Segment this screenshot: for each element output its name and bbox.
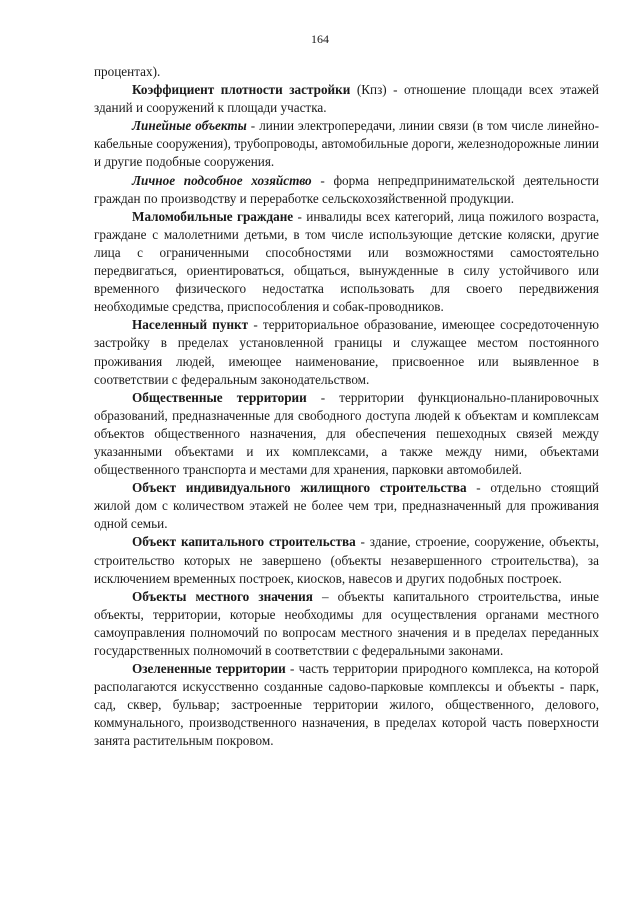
entry-definition: - часть территории природного комплекса, на которой располагаются искусственно созданные садово-парковые комплексы и объекты - парк, сад, сквер, бульвар; застроенные территории жилого, общественного, делового, коммунального, производственного назначения, в пределах которой часть поверхности занята растительным покровом. [94,661,599,749]
glossary-entry-green-territories [94,660,599,750]
entry-definition: - отдельно стоящий жилой дом с количеством этажей не более чем три, предназначенный для проживания одной семьи. [94,480,599,532]
entry-definition: - отношение площади всех этажей зданий и сооружений к площади участка. [94,82,599,116]
entry-term: Населенный пункт [132,317,249,333]
continuation-paragraph: процентах). [94,64,161,79]
glossary-entry-local-objects [94,588,599,660]
entry-term: Объекты местного значения [132,588,313,604]
glossary-text [94,63,599,751]
glossary-entry-individual-housing [94,479,599,533]
glossary-entry-personal-farm [94,172,599,208]
glossary-entry-settlement [94,316,599,388]
glossary-entry-public-territories [94,389,599,479]
entry-term: Объект индивидуального жилищного строительства [132,480,467,496]
entry-definition: - территории функционально-планировочных образований, предназначенные для свободного доступа людей к объектам и комплексам объектов общественного назначения, для обеспечения пешеходных связей между указанными объектами и их комплексами, а также между ними, объектами общественного транспорта и местами для хранения, парковки автомобилей. [94,389,599,478]
glossary-entry-linear-objects [94,117,599,171]
entry-definition: - инвалиды всех категорий, лица пожилого возраста, граждане с малолетними детьми, в том числе использующие детские коляски, другие лица с ограниченными способностями или возможностями самостоятельно передвигаться, ориентироваться, общаться, вынужденные в силу устойчивого или временного физического недостатка использовать для своего передвижения необходимые средства, приспособления и собак-проводников. [94,208,600,315]
entry-term: Личное подсобное хозяйство [132,172,312,188]
glossary-entry-building-density [94,81,599,117]
entry-definition: - территориальное образование, имеющее сосредоточенную застройку в пределах установленной границы и служащее местом постоянного проживания людей, имеющее наименование, присвоенное или выявленное в соответствии с федеральным законодательством. [94,317,599,387]
entry-term: Коэффициент плотности застройки [132,82,351,98]
entry-term-abbr: (Кпз) [350,82,387,98]
entry-definition: – объекты капитального строительства, иные объекты, территории, которые необходимы для осуществления органами местного самоуправления полномочий по вопросам местного значения и в пределах переданных государственных полномочий в соответствии с федеральными законами. [94,588,600,658]
entry-term: Озелененные территории [132,661,286,677]
glossary-entry-low-mobility-citizens [94,208,599,317]
entry-term: Маломобильные граждане [132,208,294,224]
page-number: 164 [311,32,329,46]
entry-term: Общественные территории [132,389,307,405]
entry-definition: - линии электропередачи, линии связи (в том числе линейно-кабельные сооружения), трубопроводы, автомобильные дороги, железнодорожные линии и другие подобные сооружения. [94,118,600,170]
glossary-entry-capital-construction [94,533,599,587]
entry-definition: - форма непредпринимательской деятельности граждан по производству и переработке сельскохозяйственной продукции. [94,172,599,206]
entry-definition: - здание, строение, сооружение, объекты, строительство которых не завершено (объекты незавершенного строительства), за исключением временных построек, киосков, навесов и других подобных построек. [94,534,600,586]
entry-term: Линейные объекты [132,118,247,134]
entry-term: Объект капитального строительства [132,534,356,550]
